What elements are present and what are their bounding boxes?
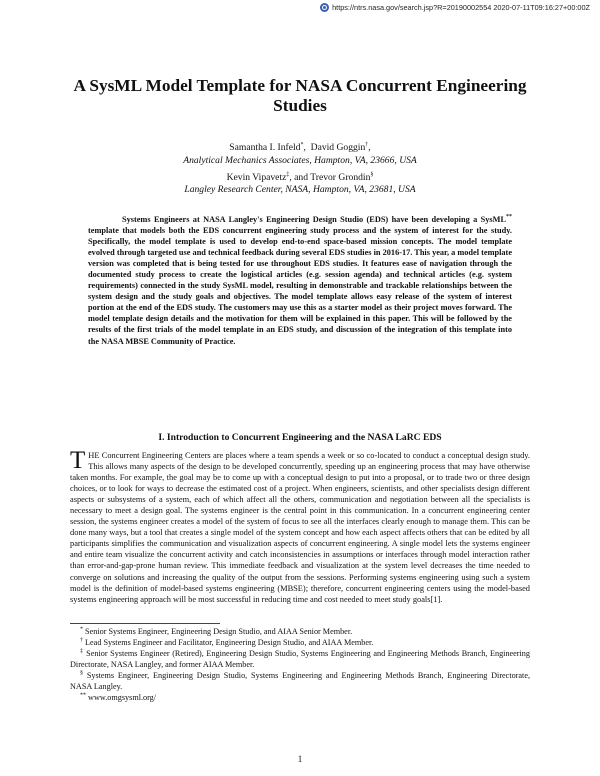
author-separator: , and bbox=[289, 172, 311, 183]
ntrs-globe-icon bbox=[320, 3, 329, 12]
footnote-mark: † bbox=[80, 637, 83, 644]
page-number: 1 bbox=[297, 754, 303, 764]
paper-title: A SysML Model Template for NASA Concurrent Engineering Studies bbox=[73, 76, 527, 115]
affiliation-2: Langley Research Center, NASA, Hampton, VA, 23681, USA bbox=[184, 184, 416, 195]
footnote-mark: § bbox=[80, 670, 83, 677]
author-name: Samantha I. Infeld bbox=[229, 142, 301, 153]
author-mark: † bbox=[365, 141, 369, 148]
footnote-ref-mark: ** bbox=[506, 214, 512, 221]
footnotes bbox=[70, 626, 530, 703]
author-mark: ‡ bbox=[286, 171, 290, 178]
footnote-mark: ** bbox=[80, 692, 86, 699]
body-paragraph: HE Concurrent Engineering Centers are places where a team spends a week or so co-located to conduct a conceptual design study. This allows many aspects of the design to be developed concurrently, speeding up an engineering process that may have otherwise taken months. For example, the goal may be to come up with a conceptual design to put into a proposal, or to trade two or three design choices, or to look for ways to decrease the estimated cost of a project. When engineers, scientists, and other specialists design different aspects or subsystems of a system, each of which affect all the others, communication and negotiation between all the specialists is necessary to meet a design goal. The systems engineer is the central point in this communication. In a concurrent engineering center session, the systems engineer creates a model of the system of focus to see all the interfaces clearly enough to manage them. This can be done many ways, but a tool that creates a single model of the system concept and how each aspect affects others that can be edited by all participants simplifies the communication and visualization aspects of concurrent engineering. A single model lets the systems engineer and entire team visualize the concurrent activity and catch inconsistencies in assumptions or interfaces through model interaction rather than error-and-gap-prone human review. This immediate feedback and visualization at the system level decreases the time needed to converge on solutions and increasing the quality of the output from the sessions. Performing systems engineering using such a system model is the definition of model-based systems engineering (MBSE); therefore, concurrent engineering centers using the model-based systems engineering approach will be most successful in reducing time and cost needed to meet study goals[1]. bbox=[70, 451, 530, 604]
footnote bbox=[70, 648, 530, 670]
drop-cap: T bbox=[70, 447, 86, 474]
section-body-introduction bbox=[70, 447, 530, 605]
author-name: Kevin Vipavetz bbox=[226, 172, 287, 183]
footnote-mark: ‡ bbox=[80, 648, 84, 655]
footnote-text: Systems Engineer, Engineering Design Studio, Systems Engineering and Engineering Methods Branch, Engineering Directorate, NASA Langley. bbox=[70, 671, 530, 692]
authors-line-2 bbox=[60, 172, 540, 184]
footnote-text: Lead Systems Engineer and Facilitator, Engineering Design Studio, and AIAA Member. bbox=[85, 638, 374, 648]
affiliation-1: Analytical Mechanics Associates, Hampton, VA, 23666, USA bbox=[183, 155, 417, 166]
footnote-link[interactable]: www.omgsysml.org/ bbox=[88, 693, 157, 703]
footnote-mark: * bbox=[80, 626, 83, 633]
source-stamp bbox=[320, 1, 590, 13]
abstract-text-rest: template that models both the EDS concurrent engineering study process and the system of interest for the study. Specifically, the model template is used to develop end-to-end space-based mission concepts. The model template evolved through targeted use and technical feedback during several EDS studies in 2016-17. This year, a model template version was completed that is being tested for use throughout EDS studies. It features ease of navigation through the documented study process to create the logistical articles (e.g. session agenda) and technical articles (e.g. system requirements) connected in the study SysML model, resulting in demonstrable and trackable relationships between the system design and the study goals and objectives. The model template allows easy release of the system of interest portion at the end of the EDS study. The customers may use this as a starter model as their project moves forward. The model template design details and the motivation for them will be explained in this paper. This will be followed by the results of the first trials of the model template in an EDS study, and discussion of the integration of this template into the NASA MBSE Community of Practice. bbox=[88, 226, 512, 346]
author-mark: § bbox=[370, 171, 374, 178]
footnote bbox=[70, 692, 530, 703]
abstract-text-start: Systems Engineers at NASA Langley's Engineering Design Studio (EDS) have been developing a SysML bbox=[122, 215, 506, 224]
footnote bbox=[70, 670, 530, 692]
source-url[interactable]: https://ntrs.nasa.gov/search.jsp?R=20190002554 bbox=[332, 2, 492, 12]
author-separator: , bbox=[368, 142, 371, 153]
footnote-separator bbox=[70, 623, 220, 624]
author-name: David Goggin bbox=[310, 142, 366, 153]
authors-line-1: Samantha I. Infeld*, David Goggin†, bbox=[229, 141, 371, 153]
section-heading-introduction: I. Introduction to Concurrent Engineering and the NASA LaRC EDS bbox=[158, 432, 442, 443]
footnote bbox=[70, 637, 530, 648]
author-name: Trevor Grondin bbox=[310, 172, 371, 183]
author-mark: * bbox=[300, 141, 304, 148]
footnote-text: Senior Systems Engineer (Retired), Engineering Design Studio, Systems Engineering and Engineering Methods Branch, Engineering Directorate, NASA Langley, and former AIAA Member. bbox=[70, 649, 530, 670]
abstract bbox=[88, 214, 512, 347]
footnote bbox=[70, 626, 530, 637]
footnote-text: Senior Systems Engineer, Engineering Design Studio, and AIAA Senior Member. bbox=[85, 627, 353, 636]
source-timestamp: 2020-07-11T09:16:27+00:00Z bbox=[493, 2, 590, 12]
